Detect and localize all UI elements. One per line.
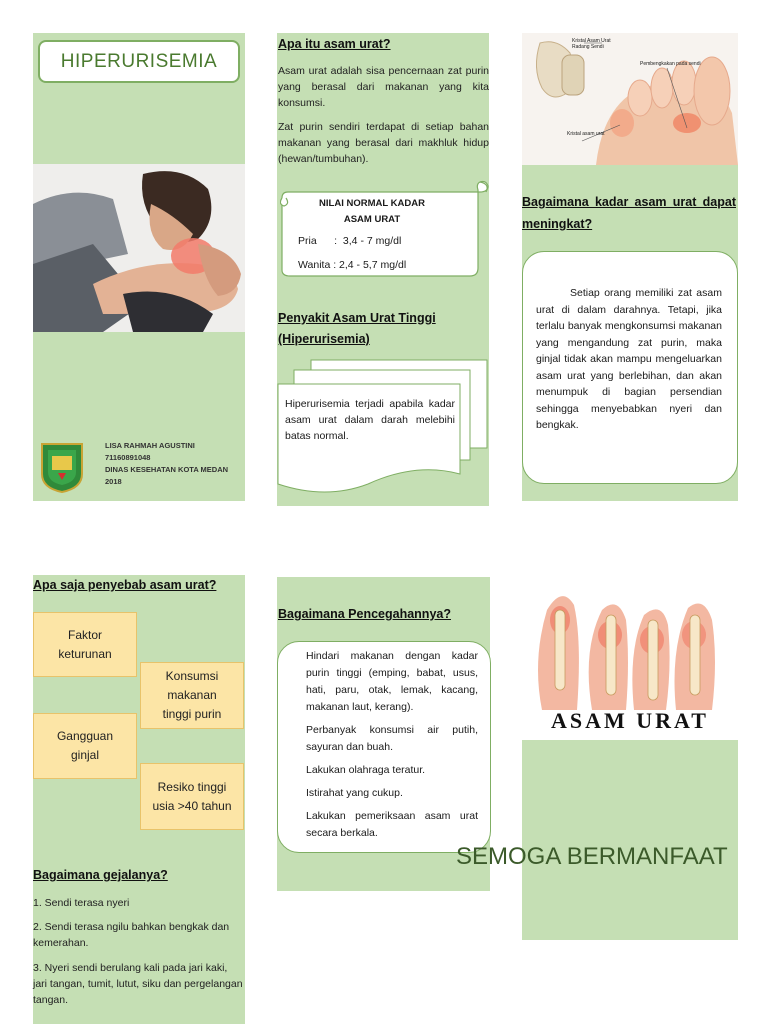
normal-values-scroll: [280, 180, 490, 278]
cause-heredity: [33, 612, 137, 677]
gout-image-caption: ASAM URAT: [551, 708, 709, 733]
definition-paragraph-2: Zat purin sendiri terdapat di setiap bahan makanan yang berasal dari makhluk hidup (hewan/tumbuhan).: [278, 121, 489, 165]
anatomy-label-crystal-bottom: Kristal asam urat: [567, 131, 605, 137]
anatomy-label-crystals: Kristal Asam Urat Radang Sendi: [572, 38, 611, 50]
prevention-item-4: Istirahat yang cukup.: [306, 787, 403, 799]
author-office: DINAS KESEHATAN KOTA MEDAN: [105, 465, 229, 474]
definition-paragraph-1: Asam urat adalah sisa pencernaan zat purin yang berasal dari makanan yang kita konsumsi.: [278, 65, 489, 109]
symptoms-heading: Bagaimana gejalanya?: [33, 868, 168, 882]
prevention-item-5: Lakukan pemeriksaan asam urat secara berkala.: [306, 810, 478, 839]
normal-values-title: NILAI NORMAL KADAR ASAM URAT: [319, 198, 425, 225]
author-year: 2018: [105, 477, 122, 486]
symptom-1: 1. Sendi terasa nyeri: [33, 897, 130, 909]
closing-message: SEMOGA BERMANFAAT: [456, 843, 728, 870]
prevention-heading: Bagaimana Pencegahannya?: [278, 607, 451, 621]
hyperuricemia-heading: Penyakit Asam Urat Tinggi (Hiperurisemia): [278, 311, 436, 346]
gout-feet-image: [522, 580, 738, 740]
anatomy-label-swelling: Pembengkakan pada sendi: [640, 61, 701, 67]
cause-kidney-label: Gangguan ginjal: [56, 729, 114, 762]
hyperuricemia-note: [276, 358, 490, 498]
definition-heading: Apa itu asam urat?: [278, 37, 391, 51]
cause-purin-food: [140, 662, 244, 729]
symptom-3: 3. Nyeri sendi berulang kali pada jari kaki, jari tangan, tumit, lutut, siku dan pergelangan tangan.: [33, 962, 243, 1006]
prevention-item-1: Hindari makanan dengan kadar purin tinggi (emping, babat, usus, hati, paru, otak, lemak, kacang, makanan laut, kerang).: [306, 650, 478, 713]
cause-kidney: [33, 713, 137, 779]
page-title: HIPERURISEMIA: [60, 50, 218, 72]
title-box: [38, 40, 240, 83]
normal-values-pria: Pria : 3,4 - 7 mg/dl: [298, 235, 402, 247]
mechanism-text: Setiap orang memiliki zat asam urat di dalam darahnya. Tetapi, jika terlalu banyak mengkonsumsi makanan yang mengandung zat purin, maka ginjal tidak akan mampu mengeluarkan asam urat yang berlebihan, dan akan menumpuk di bagian persendian sehingga menyebabkan nyeri dan bengkak.: [536, 287, 722, 431]
hyperuricemia-text: Hiperurisemia terjadi apabila kadar asam urat dalam darah melebihi batas normal.: [285, 398, 455, 442]
foot-pain-photo: [33, 164, 245, 332]
symptom-2: 2. Sendi terasa ngilu bahkan bengkak dan kemerahan.: [33, 921, 230, 949]
cause-age: [140, 763, 244, 830]
prevention-item-3: Lakukan olahraga teratur.: [306, 764, 426, 776]
prevention-list: [306, 648, 478, 842]
institution-logo: [38, 440, 86, 494]
cause-purin-food-label: Konsumsi makanan tinggi purin: [162, 669, 222, 721]
panel-closing: [522, 740, 738, 940]
cause-heredity-label: Faktor keturunan: [58, 627, 112, 661]
gout-foot-anatomy-image: [522, 33, 738, 165]
author-name: LISA RAHMAH AGUSTINI: [105, 441, 195, 450]
prevention-item-2: Perbanyak konsumsi air putih, sayuran dan buah.: [306, 724, 478, 753]
mechanism-heading: Bagaimana kadar asam urat dapat meningkat?: [522, 195, 736, 231]
foot-pain-illustration: [33, 164, 245, 332]
causes-heading: Apa saja penyebab asam urat?: [33, 578, 217, 592]
normal-values-wanita: Wanita : 2,4 - 5,7 mg/dl: [298, 259, 407, 271]
author-nim: 71160891048: [105, 453, 151, 462]
cause-age-label: Resiko tinggi usia >40 tahun: [152, 779, 232, 813]
